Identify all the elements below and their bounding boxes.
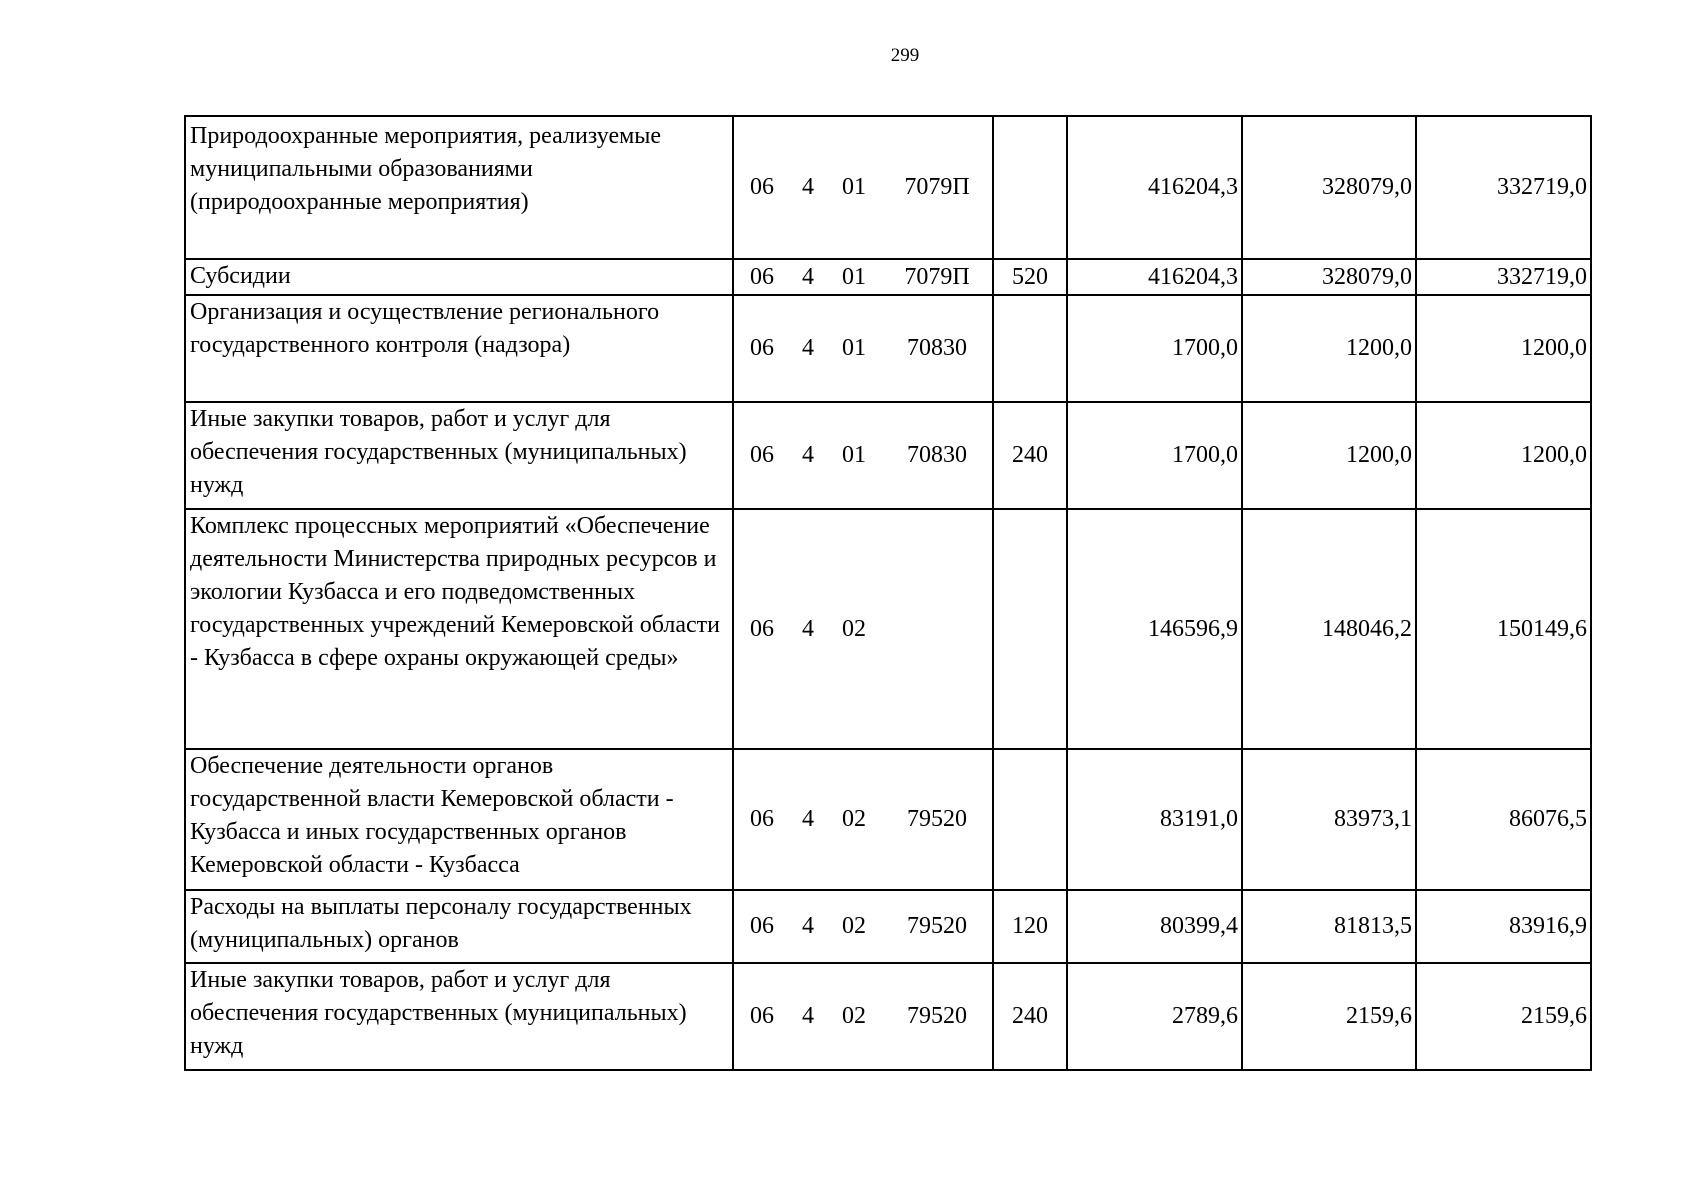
code-section: 06 <box>750 806 774 832</box>
code-program: 4 <box>802 335 814 361</box>
code-program: 4 <box>802 806 814 832</box>
row-code <box>733 509 993 749</box>
row-name: Субсидии <box>185 259 733 295</box>
code-subprogram: 02 <box>842 806 866 832</box>
amount-year-2: 328079,0 <box>1242 116 1416 259</box>
code-article: 7079П <box>904 263 970 290</box>
code-article: 79520 <box>907 806 967 832</box>
code-subprogram: 01 <box>842 174 866 200</box>
row-code <box>733 749 993 890</box>
row-name: Расходы на выплаты персоналу государственных (муниципальных) органов <box>185 890 733 963</box>
amount-year-1: 416204,3 <box>1067 259 1242 295</box>
table-row <box>185 259 1591 295</box>
amount-year-3: 2159,6 <box>1416 963 1591 1070</box>
table-row <box>185 963 1591 1070</box>
table-row <box>185 295 1591 402</box>
row-code <box>733 259 993 295</box>
expense-type: 240 <box>993 402 1067 509</box>
row-name: Иные закупки товаров, работ и услуг для обеспечения государственных (муниципальных) нужд <box>185 963 733 1070</box>
amount-year-3: 83916,9 <box>1416 890 1591 963</box>
amount-year-2: 328079,0 <box>1242 259 1416 295</box>
table-row <box>185 749 1591 890</box>
code-section: 06 <box>750 1003 774 1029</box>
code-subprogram: 02 <box>842 913 866 939</box>
amount-year-2: 2159,6 <box>1242 963 1416 1070</box>
code-program: 4 <box>802 615 814 642</box>
amount-year-3: 332719,0 <box>1416 259 1591 295</box>
amount-year-1: 83191,0 <box>1067 749 1242 890</box>
code-program: 4 <box>802 913 814 939</box>
expense-type <box>993 509 1067 749</box>
code-section: 06 <box>750 615 774 642</box>
table-row <box>185 116 1591 259</box>
code-subprogram: 01 <box>842 263 866 290</box>
expense-type: 120 <box>993 890 1067 963</box>
code-article: 79520 <box>907 913 967 939</box>
amount-year-2: 148046,2 <box>1242 509 1416 749</box>
amount-year-3: 150149,6 <box>1416 509 1591 749</box>
code-article: 70830 <box>907 442 967 468</box>
expense-type <box>993 295 1067 402</box>
amount-year-1: 416204,3 <box>1067 116 1242 259</box>
code-article: 70830 <box>907 335 967 361</box>
code-program: 4 <box>802 174 814 200</box>
page-number: 299 <box>890 45 920 66</box>
code-article: 79520 <box>907 1003 967 1029</box>
code-subprogram: 02 <box>842 1003 866 1029</box>
code-section: 06 <box>750 442 774 468</box>
row-name: Иные закупки товаров, работ и услуг для обеспечения государственных (муниципальных) нужд <box>185 402 733 509</box>
amount-year-3: 1200,0 <box>1416 295 1591 402</box>
amount-year-3: 1200,0 <box>1416 402 1591 509</box>
amount-year-2: 81813,5 <box>1242 890 1416 963</box>
code-program: 4 <box>802 1003 814 1029</box>
row-name: Природоохранные мероприятия, реализуемые муниципальными образованиями (природоохранные мероприятия) <box>185 116 733 259</box>
expense-type: 520 <box>993 259 1067 295</box>
row-name: Организация и осуществление регионального государственного контроля (надзора) <box>185 295 733 402</box>
table-row <box>185 402 1591 509</box>
code-subprogram: 02 <box>842 615 866 642</box>
row-code <box>733 116 993 259</box>
code-section: 06 <box>750 913 774 939</box>
amount-year-2: 1200,0 <box>1242 295 1416 402</box>
amount-year-1: 1700,0 <box>1067 295 1242 402</box>
amount-year-1: 80399,4 <box>1067 890 1242 963</box>
code-subprogram: 01 <box>842 335 866 361</box>
amount-year-1: 1700,0 <box>1067 402 1242 509</box>
amount-year-2: 1200,0 <box>1242 402 1416 509</box>
code-program: 4 <box>802 442 814 468</box>
table-row <box>185 890 1591 963</box>
row-code <box>733 295 993 402</box>
code-section: 06 <box>750 174 774 200</box>
expense-type <box>993 749 1067 890</box>
amount-year-2: 83973,1 <box>1242 749 1416 890</box>
code-subprogram: 01 <box>842 442 866 468</box>
code-section: 06 <box>750 335 774 361</box>
amount-year-1: 2789,6 <box>1067 963 1242 1070</box>
table-row <box>185 509 1591 749</box>
amount-year-3: 86076,5 <box>1416 749 1591 890</box>
row-name: Комплекс процессных мероприятий «Обеспечение деятельности Министерства природных ресурсов и экологии Кузбасса и его подведомственных государственных учреждений Кемеровской области - Кузбасса в сфере охраны окружающей среды» <box>185 509 733 749</box>
code-section: 06 <box>750 263 774 290</box>
code-article: 7079П <box>904 174 970 200</box>
row-code <box>733 890 993 963</box>
expense-type <box>993 116 1067 259</box>
budget-table <box>184 115 1592 1071</box>
expense-type: 240 <box>993 963 1067 1070</box>
row-code <box>733 963 993 1070</box>
row-code <box>733 402 993 509</box>
amount-year-1: 146596,9 <box>1067 509 1242 749</box>
amount-year-3: 332719,0 <box>1416 116 1591 259</box>
code-program: 4 <box>802 263 814 290</box>
row-name: Обеспечение деятельности органов государственной власти Кемеровской области - Кузбасса и иных государственных органов Кемеровской области - Кузбасса <box>185 749 733 890</box>
